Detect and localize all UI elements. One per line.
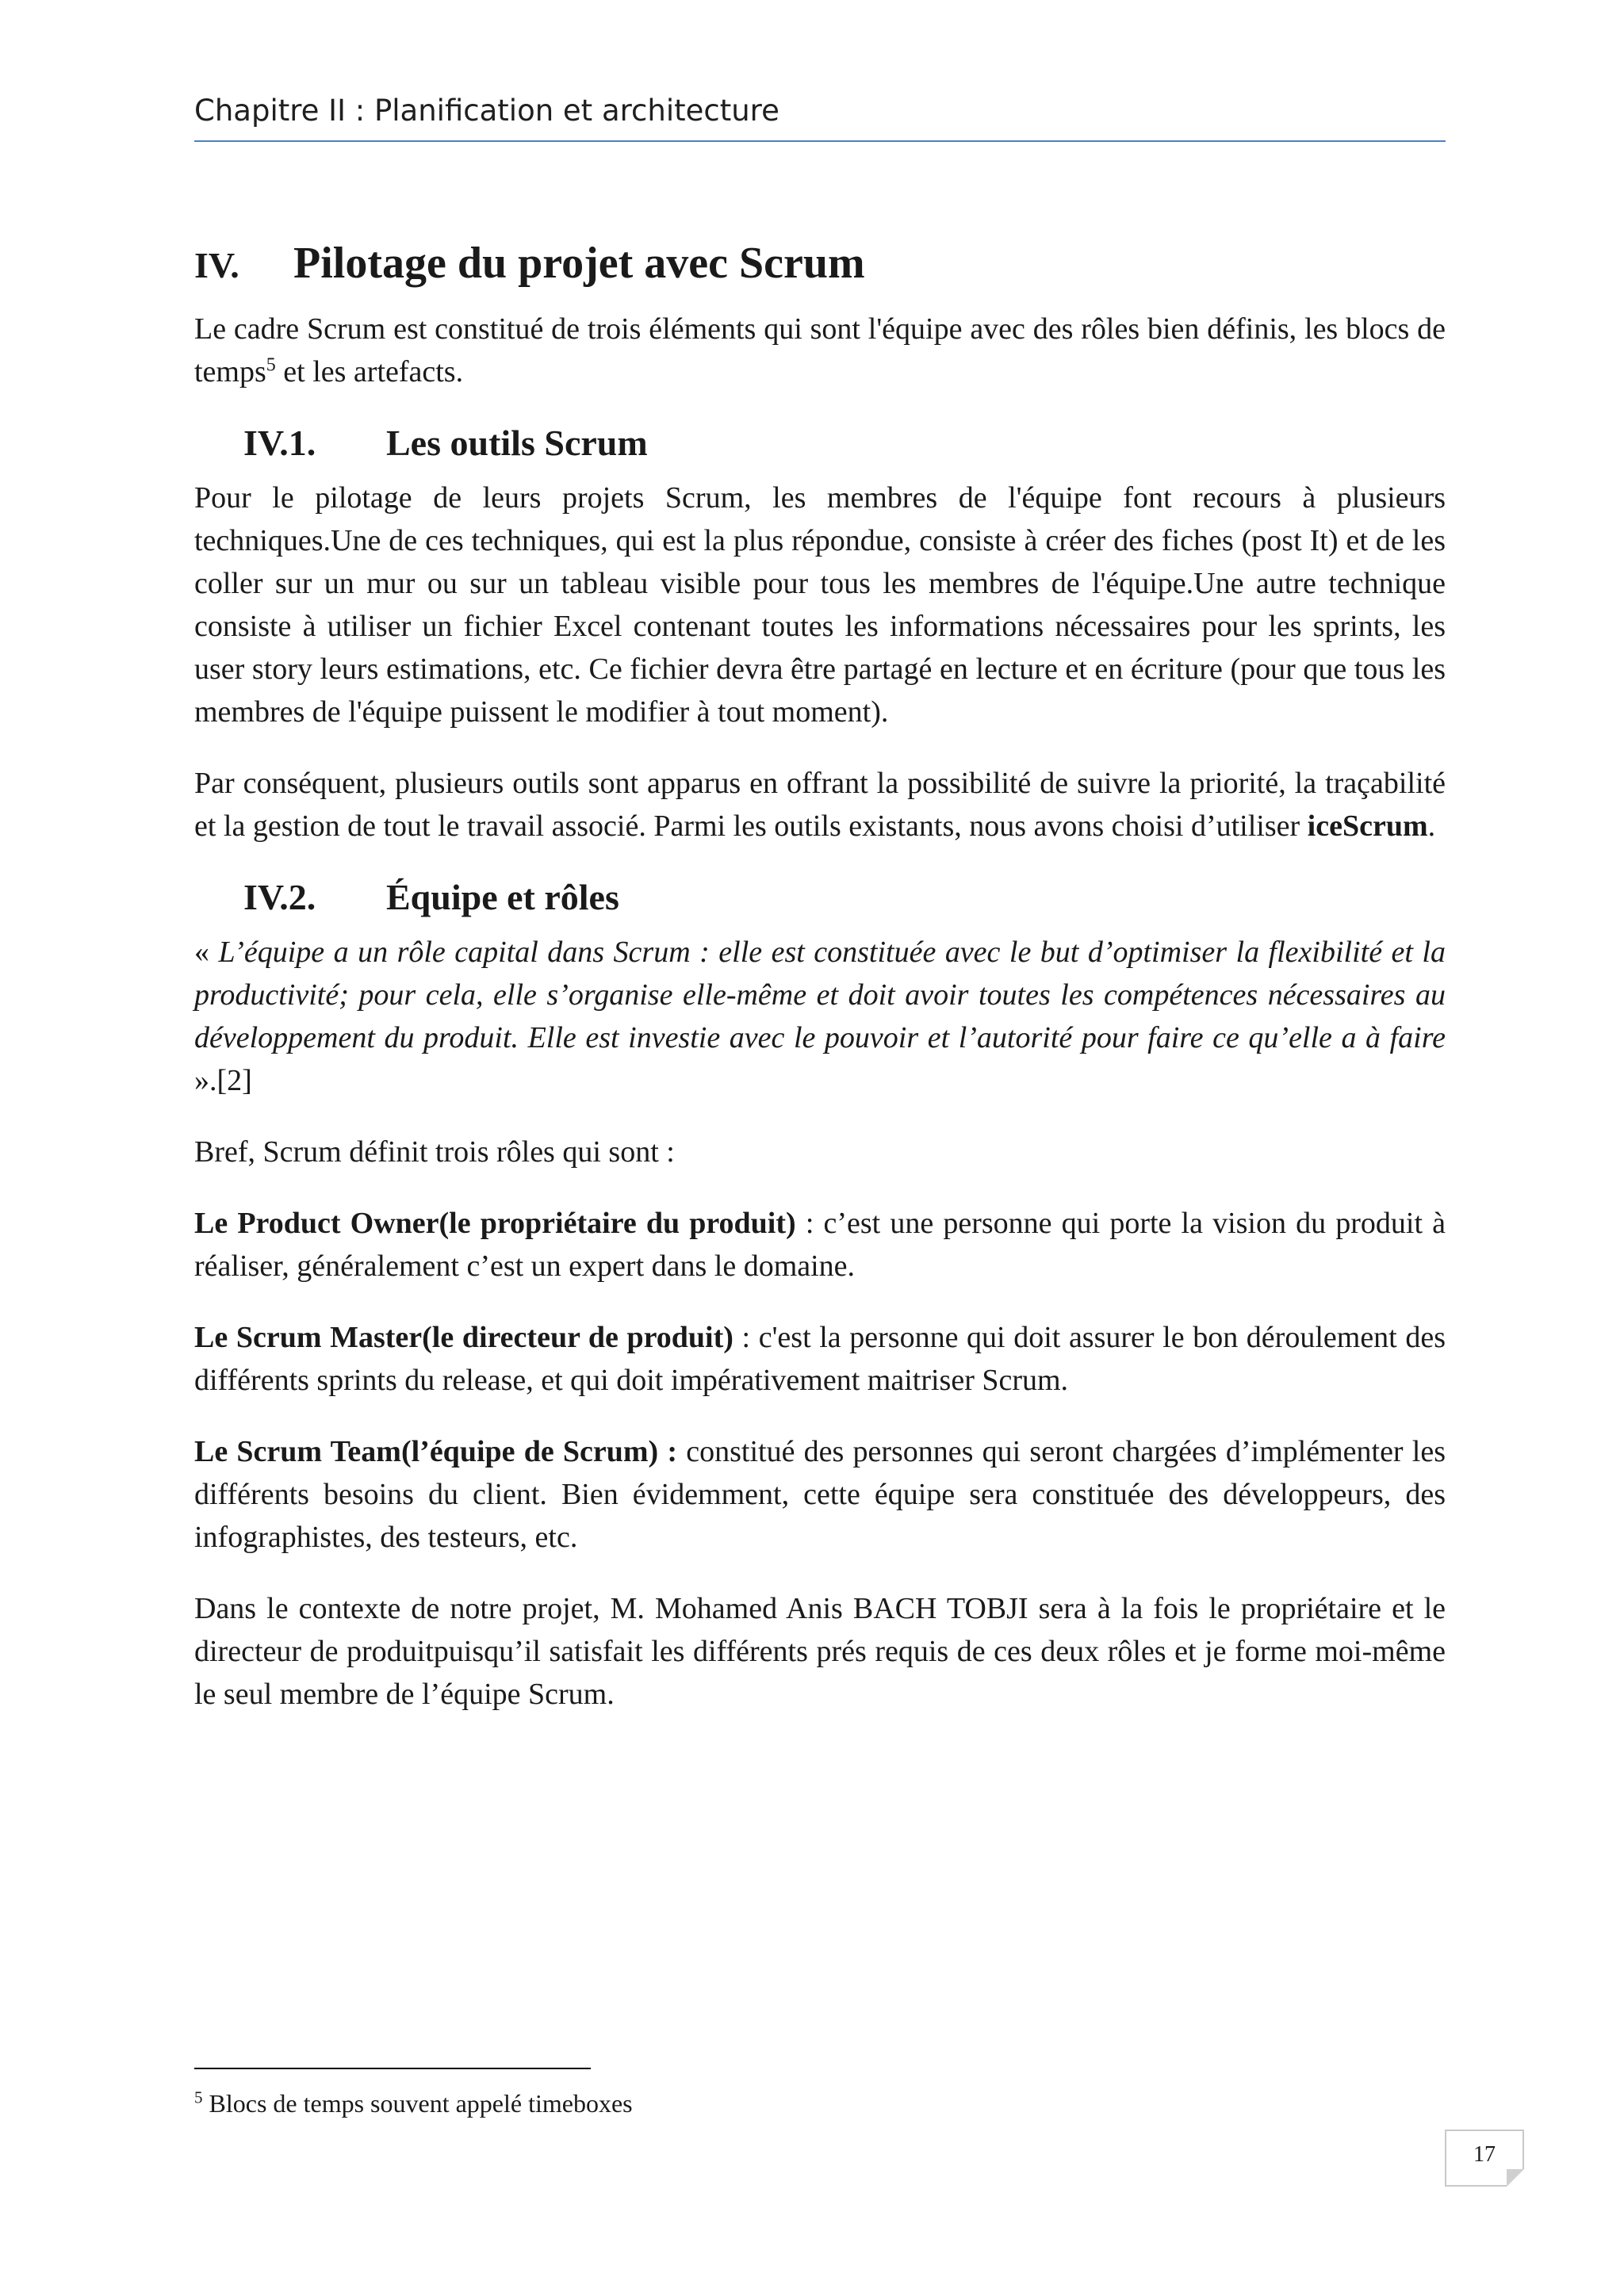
role-term: Le Product Owner(le propriétaire du produit)	[194, 1207, 796, 1240]
role-term: Le Scrum Team(l’équipe de Scrum) :	[194, 1435, 678, 1468]
footnote-separator	[194, 2068, 591, 2069]
footnote-marker: 5	[194, 2087, 203, 2107]
footnote-ref: 5	[266, 354, 276, 376]
role-description: constitué des personnes qui seront chargées d’implémenter les différents besoins du client. Bien évidemment, cette équipe sera constituée des développeurs, des infographistes, des testeurs, etc.	[194, 1435, 1446, 1554]
subsection-title: Les outils Scrum	[386, 423, 648, 463]
closing-paragraph: Dans le contexte de notre projet, M. Mohamed Anis BACH TOBJI sera à la fois le propriétaire et le directeur de produitpuisqu’il satisfait les différents prés requis de ces deux rôles et je forme moi-même le seul membre de l’équipe Scrum.	[194, 1592, 1446, 1711]
page-number-box	[1445, 2130, 1524, 2187]
subsection-heading-team	[243, 876, 1446, 918]
subsection-number: IV.1.	[243, 423, 316, 463]
tools-paragraph-2	[194, 762, 1446, 848]
section-title: Pilotage du projet avec Scrum	[293, 239, 865, 288]
page-curl-icon	[1507, 2169, 1524, 2187]
section-heading	[194, 238, 1446, 289]
section-intro	[194, 308, 1446, 393]
tools-paragraph-1: Pour le pilotage de leurs projets Scrum, les membres de l'équipe font recours à plusieurs techniques.Une de ces techniques, qui est la plus répondue, consiste à créer des fiches (post It) et de les coller sur un mur ou sur un tableau visible pour tous les membres de l'équipe.Une autre technique consiste à utiliser un fichier Excel contenant toutes les informations nécessaires pour les sprints, les user story leurs estimations, etc. Ce fichier devra être partagé en lecture et en écriture (pour que tous les membres de l'équipe puissent le modifier à tout moment).	[194, 481, 1446, 729]
role-scrum-master	[194, 1316, 1446, 1402]
subsection-title: Équipe et rôles	[386, 877, 619, 917]
subsection-heading-tools	[243, 422, 1446, 464]
role-description: : c’est une personne qui porte la vision du produit à réaliser, généralement c’est un expert dans le domaine.	[194, 1207, 1446, 1283]
section-number: IV.	[194, 245, 239, 285]
running-header	[194, 94, 1446, 142]
page-number: 17	[1473, 2142, 1496, 2167]
role-scrum-team	[194, 1430, 1446, 1559]
chapter-title: Chapitre II : Planification et architecture	[194, 94, 779, 128]
intro-text-end: et les artefacts.	[275, 355, 464, 388]
footnote	[194, 2082, 633, 2125]
tool-name: iceScrum	[1307, 809, 1428, 843]
role-description: : c'est la personne qui doit assurer le bon déroulement des différents sprints du release, et qui doit impérativement maitriser Scrum.	[194, 1321, 1446, 1397]
quote-open: «	[194, 936, 219, 969]
subsection-number: IV.2.	[243, 877, 316, 917]
page-content	[194, 238, 1446, 1744]
role-term: Le Scrum Master(le directeur de produit)	[194, 1321, 733, 1354]
role-product-owner	[194, 1202, 1446, 1288]
tools-text: Par conséquent, plusieurs outils sont apparus en offrant la possibilité de suivre la priorité, la traçabilité et la gestion de tout le travail associé. Parmi les outils existants, nous avons choisi d’utiliser	[194, 767, 1446, 843]
quote-text: L’équipe a un rôle capital dans Scrum : elle est constituée avec le but d’optimiser la flexibilité et la productivité; pour cela, elle s’organise elle-même et doit avoir toutes les compétences nécessaires au développement du produit. Elle est investie avec le pouvoir et l’autorité pour faire ce qu’elle a à faire	[194, 936, 1446, 1054]
team-quote	[194, 931, 1446, 1102]
intro-text: Le cadre Scrum est constitué de trois éléments qui sont l'équipe avec des rôles bien définis, les blocs de temps	[194, 312, 1446, 388]
footnote-text: Blocs de temps souvent appelé timeboxes	[202, 2089, 633, 2118]
tools-text-end: .	[1427, 809, 1436, 843]
quote-close: ».[2]	[194, 1064, 252, 1097]
roles-intro: Bref, Scrum définit trois rôles qui sont :	[194, 1135, 675, 1169]
